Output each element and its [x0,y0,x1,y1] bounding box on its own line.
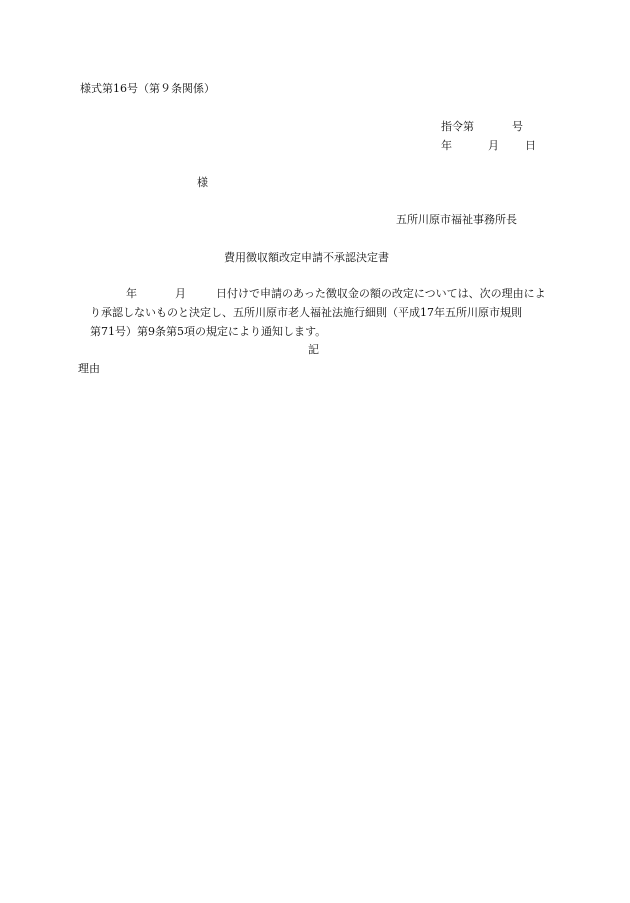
reason-label: 理由 [78,362,100,375]
body-line-3: 第71号）第9条第5項の規定により通知します。 [90,325,327,338]
body-line-2: り承認しないものと決定し、五所川原市老人福祉法施行細則（平成17年五所川原市規則 [90,306,522,319]
form-number: 様式第16号（第９条関係） [80,82,215,95]
ki-heading: 記 [308,343,319,356]
date-month-label: 月 [488,139,499,152]
body-year-label: 年 [126,287,137,300]
date-day-label: 日 [525,139,536,152]
body-line-1-text: 日付けで申請のあった徴収金の額の改定については、次の理由によ [216,287,546,300]
issuer-name: 五所川原市福祉事務所長 [396,213,517,226]
date-year-label: 年 [441,139,452,152]
body-line-1 [126,287,546,300]
body-month-label: 月 [175,287,186,300]
reference-number-label: 指令第 [441,120,474,133]
recipient-honorific: 様 [197,176,208,189]
reference-number-suffix: 号 [512,120,523,133]
document-title: 費用徴収額改定申請不承認決定書 [224,251,389,264]
issue-date [441,139,536,152]
